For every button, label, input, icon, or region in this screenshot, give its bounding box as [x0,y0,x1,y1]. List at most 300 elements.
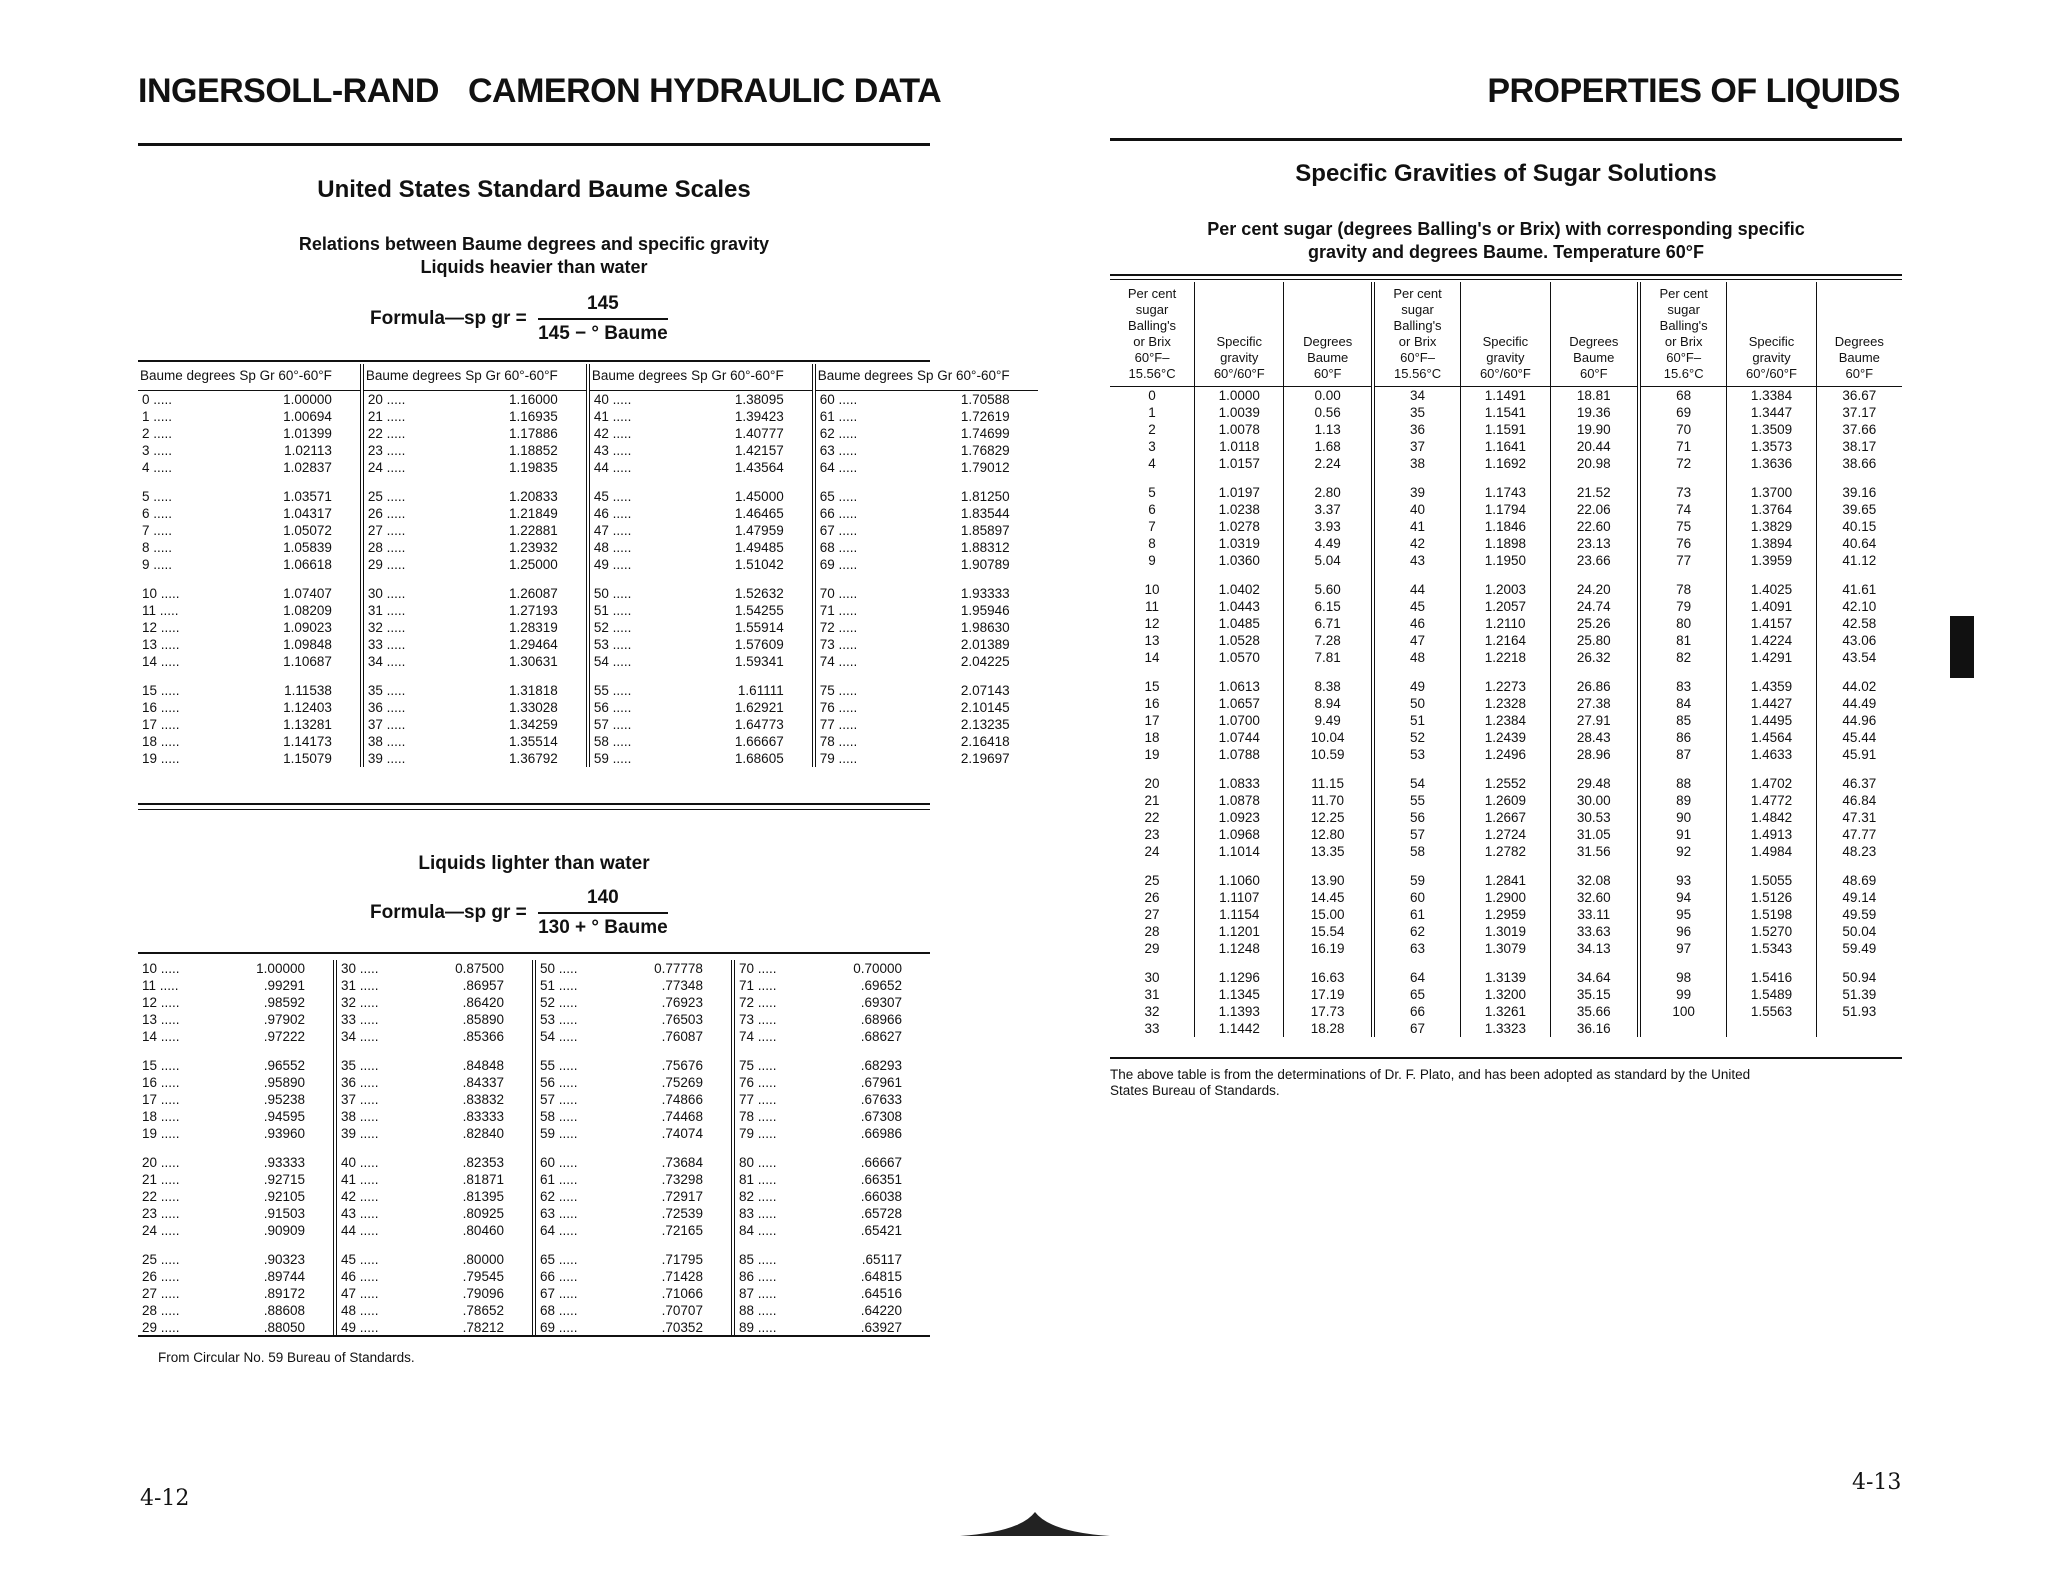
percent-sugar-cell: 36 [1373,421,1461,438]
gap-cell [220,1142,335,1154]
sugar-footnote-line2: States Bureau of Standards. [1110,1083,1280,1098]
specific-gravity-cell: 1.5055 [1727,872,1816,889]
table-row [1110,889,1902,906]
degrees-baume-cell: 36.67 [1842,388,1877,403]
percent-sugar-cell: 51 [1373,712,1461,729]
degrees-baume-cell: 46.37 [1842,776,1877,791]
baume-degree-cell: 35 ..... [367,683,406,698]
specific-gravity-cell: 1.0039 [1195,404,1284,421]
specific-gravity-cell: 1.0968 [1195,826,1284,843]
lighter-table-bottom-rule [138,1335,930,1337]
gap-cell [1373,472,1461,484]
sp-gr-cell: .99291 [220,977,335,994]
sp-gr-cell: 1.43564 [689,459,814,476]
sp-gr-cell: 1.00000 [220,960,335,977]
degrees-baume-cell: 32.60 [1550,889,1639,906]
sp-gr-cell: .66667 [860,1155,902,1170]
header-line: 15.56°C [1394,366,1442,381]
degrees-baume-cell: 15.00 [1284,906,1373,923]
table-row [138,733,1038,750]
sp-gr-cell: .64516 [860,1286,902,1301]
baume-degree-cell: 61 ..... [539,1172,578,1187]
percent-sugar-cell: 59 [1373,872,1461,889]
baume-degree-cell: 41 ..... [593,409,632,424]
baume-degree-cell: 81 ..... [738,1172,777,1187]
sp-gr-cell: 2.07143 [960,683,1010,698]
percent-sugar-cell: 15 [1110,678,1195,695]
header-line: Balling's [1659,318,1708,333]
degrees-baume-cell: 42.10 [1842,599,1877,614]
degrees-baume-cell: 24.20 [1550,581,1639,598]
gap-cell [534,1239,618,1251]
degrees-baume-cell: 44.49 [1842,696,1877,711]
header-line: gravity [1220,350,1259,365]
baume-degree-cell: 42 ..... [593,426,632,441]
sp-gr-cell: .97222 [220,1028,335,1045]
header-line: 60°F [1313,366,1342,381]
lighter-title: Liquids lighter than water [418,853,650,874]
specific-gravity-cell: 1.0360 [1195,552,1284,569]
sp-gr-cell: 1.18852 [463,442,588,459]
baume-degree-cell: 18 ..... [142,734,180,749]
table-row [138,505,1038,522]
percent-sugar-cell: 22 [1110,809,1195,826]
degrees-baume-cell: 30.00 [1550,792,1639,809]
sugar-solutions-table [1110,282,1902,1037]
percent-sugar-cell: 46 [1373,615,1461,632]
specific-gravity-cell: 1.1692 [1461,455,1550,472]
baume-degree-cell: 24 ..... [367,460,406,475]
degrees-baume-cell: 40.64 [1842,536,1877,551]
percent-sugar-cell: 20 [1110,775,1195,792]
percent-sugar-cell: 37 [1373,438,1461,455]
baume-degree-cell: 54 ..... [539,1029,578,1044]
degrees-baume-cell: 14.45 [1284,889,1373,906]
degrees-baume-header [1550,282,1639,387]
specific-gravity-cell: 1.3829 [1727,518,1816,535]
baume-degree-cell: 33 ..... [340,1012,379,1027]
sp-gr-cell: .68966 [860,1012,902,1027]
sugar-footnote-line1: The above table is from the determinations of Dr. F. Plato, and has been adopted as standard by the United [1110,1067,1751,1082]
baume-degree-cell: 58 ..... [539,1109,578,1124]
percent-sugar-cell: 84 [1639,695,1727,712]
degrees-baume-cell: 50.04 [1842,924,1877,939]
sp-gr-cell: 1.26087 [463,585,588,602]
baume-degree-cell: 16 ..... [142,700,180,715]
gap-cell [1816,763,1902,775]
baume-degree-cell: 38 ..... [340,1109,379,1124]
gap-cell [1373,666,1461,678]
sp-gr-cell: 0.77778 [618,960,733,977]
sp-gr-cell: .80460 [419,1222,534,1239]
table-row [138,442,1038,459]
specific-gravity-cell: 1.4495 [1727,712,1816,729]
baume-degree-cell: 64 ..... [539,1223,578,1238]
specific-gravity-cell: 1.4564 [1727,729,1816,746]
percent-sugar-cell: 23 [1110,826,1195,843]
baume-degree-cell: 84 ..... [738,1223,777,1238]
degrees-baume-cell: 20.98 [1550,455,1639,472]
gap-cell [1195,472,1284,484]
sugar-subtitle [1110,218,1902,264]
baume-degree-cell: 76 ..... [738,1075,777,1090]
baume-degree-cell: 14 ..... [142,654,180,669]
sp-gr-cell: .85890 [419,1011,534,1028]
degrees-baume-cell: 37.66 [1842,422,1877,437]
baume-degree-cell: 15 ..... [142,683,180,698]
table-row [138,750,1038,767]
sp-gr-cell: 1.17886 [463,425,588,442]
gap-cell [1373,957,1461,969]
sp-gr-cell: .86957 [419,977,534,994]
gap-cell [1284,957,1373,969]
baume-degree-cell: 21 ..... [142,1172,180,1187]
specific-gravity-cell: 1.2552 [1461,775,1550,792]
gap-cell [1727,472,1816,484]
specific-gravity-cell: 1.0744 [1195,729,1284,746]
specific-gravity-cell: 1.4427 [1727,695,1816,712]
baume-degree-cell: 56 ..... [593,700,632,715]
gap-cell [1816,957,1902,969]
sp-gr-cell: .76087 [618,1028,733,1045]
baume-degree-cell: 75 ..... [738,1058,777,1073]
sp-gr-cell: 1.76829 [960,443,1010,458]
specific-gravity-cell: 1.3959 [1727,552,1816,569]
percent-sugar-cell: 41 [1373,518,1461,535]
baume-degree-cell: 79 ..... [738,1126,777,1141]
baume-degree-cell: 70 ..... [738,961,777,976]
specific-gravity-cell: 1.2782 [1461,843,1550,860]
degrees-baume-cell: 8.94 [1284,695,1373,712]
table-row [1110,843,1902,860]
section-tab-marker [1950,616,1974,678]
gap-cell [362,573,463,585]
sp-gr-cell: 1.64773 [689,716,814,733]
sp-gr-cell: 1.35514 [463,733,588,750]
sp-gr-cell: .67308 [860,1109,902,1124]
specific-gravity-cell: 1.4291 [1727,649,1816,666]
sp-gr-cell: .70707 [618,1302,733,1319]
baume-degree-cell: 36 ..... [367,700,406,715]
percent-sugar-cell: 87 [1639,746,1727,763]
sp-gr-cell: .89172 [220,1285,335,1302]
specific-gravity-cell: 1.2609 [1461,792,1550,809]
sp-gr-cell: 1.45000 [689,488,814,505]
gap-cell [335,1045,419,1057]
table-row [1110,649,1902,666]
baume-degree-cell: 43 ..... [593,443,632,458]
sp-gr-cell: 1.85897 [960,523,1010,538]
sp-gr-cell: .72165 [618,1222,733,1239]
gap-cell [534,1045,618,1057]
gap-cell [1110,957,1195,969]
sp-gr-cell: 1.59341 [689,653,814,670]
percent-sugar-cell: 7 [1110,518,1195,535]
sp-gr-cell: 1.28319 [463,619,588,636]
sp-gr-cell: 2.19697 [960,751,1010,766]
baume-degree-cell: 78 ..... [738,1109,777,1124]
degrees-baume-cell: 38.17 [1842,439,1877,454]
formula-lighter-fraction [538,887,668,939]
sp-gr-cell: .66986 [860,1126,902,1141]
specific-gravity-cell: 1.0118 [1195,438,1284,455]
degrees-baume-cell: 44.02 [1842,679,1877,694]
book-title: CAMERON HYDRAULIC DATA [468,72,942,110]
percent-sugar-cell: 83 [1639,678,1727,695]
gap-cell [733,1142,817,1154]
specific-gravity-cell: 1.2057 [1461,598,1550,615]
gap-cell [817,1045,930,1057]
table-row [1110,421,1902,438]
percent-sugar-cell: 30 [1110,969,1195,986]
table-row [138,1251,930,1268]
gap-cell [1110,860,1195,872]
percent-sugar-header [1639,282,1727,387]
gap-cell [1550,763,1639,775]
baume-degree-cell: 61 ..... [819,409,858,424]
specific-gravity-cell: 1.0443 [1195,598,1284,615]
sp-gr-cell: 1.61111 [689,682,814,699]
gap-cell [588,670,689,682]
specific-gravity-cell: 1.3139 [1461,969,1550,986]
gap-cell [689,476,814,488]
specific-gravity-cell: 1.3019 [1461,923,1550,940]
baume-degree-cell: 87 ..... [738,1286,777,1301]
sp-gr-cell: .68293 [860,1058,902,1073]
baume-degree-cell: 49 ..... [593,557,632,572]
table-row [138,977,930,994]
percent-sugar-cell: 92 [1639,843,1727,860]
table-row [1110,404,1902,421]
baume-degree-cell: 13 ..... [142,637,180,652]
table-row [138,556,1038,573]
formula-heavier-label: Formula—sp gr = [370,308,527,330]
specific-gravity-cell: 1.0157 [1195,455,1284,472]
baume-degree-cell: 74 ..... [819,654,858,669]
degrees-baume-cell: 50.94 [1842,970,1877,985]
gap-cell [362,670,463,682]
header-line: 60°F [1845,366,1874,381]
specific-gravity-cell: 1.5343 [1727,940,1816,957]
table-row [1110,775,1902,792]
table-row [138,602,1038,619]
sp-gr-cell: 1.01399 [237,425,362,442]
sp-gr-cell: .85366 [419,1028,534,1045]
specific-gravity-cell: 1.3573 [1727,438,1816,455]
percent-sugar-cell: 9 [1110,552,1195,569]
degrees-baume-cell: 49.14 [1842,890,1877,905]
header-line: Baume [1573,350,1615,365]
degrees-baume-cell: 0.56 [1284,404,1373,421]
baume-degree-cell: 37 ..... [340,1092,379,1107]
sp-gr-cell: .72539 [618,1205,733,1222]
sp-gr-cell: .84337 [419,1074,534,1091]
header-line: sugar [1135,302,1169,317]
specific-gravity-cell: 1.2003 [1461,581,1550,598]
sugar-table-top-rule-2 [1110,279,1902,280]
baume-degree-cell: 16 ..... [142,1075,180,1090]
table-row [138,994,930,1011]
table-row [138,488,1038,505]
degrees-baume-cell: 47.77 [1842,827,1877,842]
sp-gr-cell: 1.25000 [463,556,588,573]
sp-gr-cell: 1.49485 [689,539,814,556]
degrees-baume-cell: 46.84 [1842,793,1877,808]
baume-degree-cell: 33 ..... [367,637,406,652]
baume-degree-cell: 6 ..... [142,506,173,521]
percent-sugar-cell: 4 [1110,455,1195,472]
baume-degrees-header: Baume degrees [138,364,237,391]
percent-sugar-cell: 58 [1373,843,1461,860]
sp-gr-cell: 1.66667 [689,733,814,750]
baume-degree-cell: 8 ..... [142,540,173,555]
baume-degree-cell: 76 ..... [819,700,858,715]
degrees-baume-cell: 18.81 [1550,387,1639,405]
gap-cell [915,573,1038,585]
sugar-subtitle-line2: gravity and degrees Baume. Temperature 60°F [1307,242,1704,262]
specific-gravity-cell: 1.4702 [1727,775,1816,792]
specific-gravity-cell: 1.0485 [1195,615,1284,632]
degrees-baume-cell: 25.26 [1550,615,1639,632]
table-row [138,585,1038,602]
degrees-baume-cell: 11.70 [1284,792,1373,809]
baume-degree-cell: 2 ..... [142,426,173,441]
specific-gravity-cell: 1.5489 [1727,986,1816,1003]
baume-degree-cell: 34 ..... [340,1029,379,1044]
baume-degree-cell: 10 ..... [142,961,180,976]
gap-cell [1110,569,1195,581]
percent-sugar-cell: 49 [1373,678,1461,695]
baume-degree-cell: 38 ..... [367,734,406,749]
sp-gr-cell: .65421 [860,1223,902,1238]
specific-gravity-cell: 1.5270 [1727,923,1816,940]
baume-degree-cell: 68 ..... [819,540,858,555]
header-line: Degrees [1834,334,1884,349]
header-line: sugar [1667,302,1700,317]
specific-gravity-cell: 1.0613 [1195,678,1284,695]
degrees-baume-cell: 51.93 [1842,1004,1877,1019]
table-row [138,1171,930,1188]
table-row [138,1074,930,1091]
percent-sugar-cell: 43 [1373,552,1461,569]
table-row [138,1154,930,1171]
specific-gravity-cell: 1.4091 [1727,598,1816,615]
percent-sugar-cell: 26 [1110,889,1195,906]
header-line: sugar [1401,302,1434,317]
degrees-baume-cell: 26.32 [1550,649,1639,666]
percent-sugar-cell: 78 [1639,581,1727,598]
sp-gr-cell: 1.00694 [237,408,362,425]
specific-gravity-cell: 1.3894 [1727,535,1816,552]
percent-sugar-cell: 44 [1373,581,1461,598]
baume-degree-cell: 49 ..... [340,1320,379,1335]
sp-gr-cell: 1.10687 [237,653,362,670]
specific-gravity-cell: 1.3384 [1727,387,1816,405]
sp-gr-cell: 1.08209 [237,602,362,619]
specific-gravity-cell: 1.1014 [1195,843,1284,860]
baume-degree-cell: 1 ..... [142,409,173,424]
degrees-baume-cell: 2.24 [1284,455,1373,472]
baume-degree-cell: 82 ..... [738,1189,777,1204]
degrees-baume-cell [1816,1020,1902,1037]
percent-sugar-cell: 68 [1639,387,1727,405]
heavier-table-top-rule [138,360,930,362]
specific-gravity-cell: 1.5126 [1727,889,1816,906]
sp-gr-cell: 1.27193 [463,602,588,619]
baume-degree-cell: 22 ..... [142,1189,180,1204]
degrees-baume-cell: 39.16 [1842,485,1877,500]
degrees-baume-cell: 18.28 [1284,1020,1373,1037]
gap-cell [138,670,237,682]
specific-gravity-cell: 1.2959 [1461,906,1550,923]
formula-lighter-label: Formula—sp gr = [370,902,527,924]
baume-degree-cell: 19 ..... [142,751,180,766]
baume-degree-cell: 79 ..... [819,751,858,766]
baume-degree-cell: 57 ..... [593,717,632,732]
sp-gr-cell: .82353 [419,1154,534,1171]
table-row [138,1268,930,1285]
baume-degree-cell: 51 ..... [593,603,632,618]
table-row [138,1285,930,1302]
specific-gravity-cell: 1.0833 [1195,775,1284,792]
table-row [138,1028,930,1045]
baume-degree-cell: 74 ..... [738,1029,777,1044]
baume-degree-cell: 21 ..... [367,409,406,424]
baume-degree-cell: 27 ..... [367,523,406,538]
percent-sugar-cell: 85 [1639,712,1727,729]
percent-sugar-cell: 54 [1373,775,1461,792]
sp-gr-cell: .74866 [618,1091,733,1108]
table-row [138,1205,930,1222]
header-line: 60°/60°F [1213,366,1265,381]
table-row [138,1125,930,1142]
sp-gr-cell: 1.23932 [463,539,588,556]
degrees-baume-cell: 19.36 [1550,404,1639,421]
specific-gravity-cell: 1.0278 [1195,518,1284,535]
baume-degree-cell: 27 ..... [142,1286,180,1301]
table-row [1110,986,1902,1003]
percent-sugar-cell: 63 [1373,940,1461,957]
sp-gr-cell: 1.09848 [237,636,362,653]
table-row [138,636,1038,653]
specific-gravity-cell: 1.1491 [1461,387,1550,405]
sp-gr-cell: 1.06618 [237,556,362,573]
gap-cell [814,670,915,682]
gap-cell [588,573,689,585]
percent-sugar-cell: 42 [1373,535,1461,552]
degrees-baume-cell: 23.66 [1550,552,1639,569]
percent-sugar-cell: 45 [1373,598,1461,615]
percent-sugar-cell: 98 [1639,969,1727,986]
gap-cell [1284,860,1373,872]
table-row [1110,552,1902,569]
gap-cell [1195,763,1284,775]
baume-degree-cell: 71 ..... [819,603,858,618]
sp-gr-cell: 1.20833 [463,488,588,505]
table-row [1110,826,1902,843]
percent-sugar-cell: 66 [1373,1003,1461,1020]
sp-gr-cell: .70352 [618,1319,733,1336]
gap-cell [1550,860,1639,872]
degrees-baume-cell: 22.06 [1550,501,1639,518]
sp-gr-cell: .90909 [220,1222,335,1239]
sp-gr-cell: 1.07407 [237,585,362,602]
baume-degree-cell: 69 ..... [819,557,858,572]
degrees-baume-cell: 41.61 [1842,582,1877,597]
table-row [1110,695,1902,712]
table-row [1110,484,1902,501]
baume-degree-cell: 66 ..... [539,1269,578,1284]
